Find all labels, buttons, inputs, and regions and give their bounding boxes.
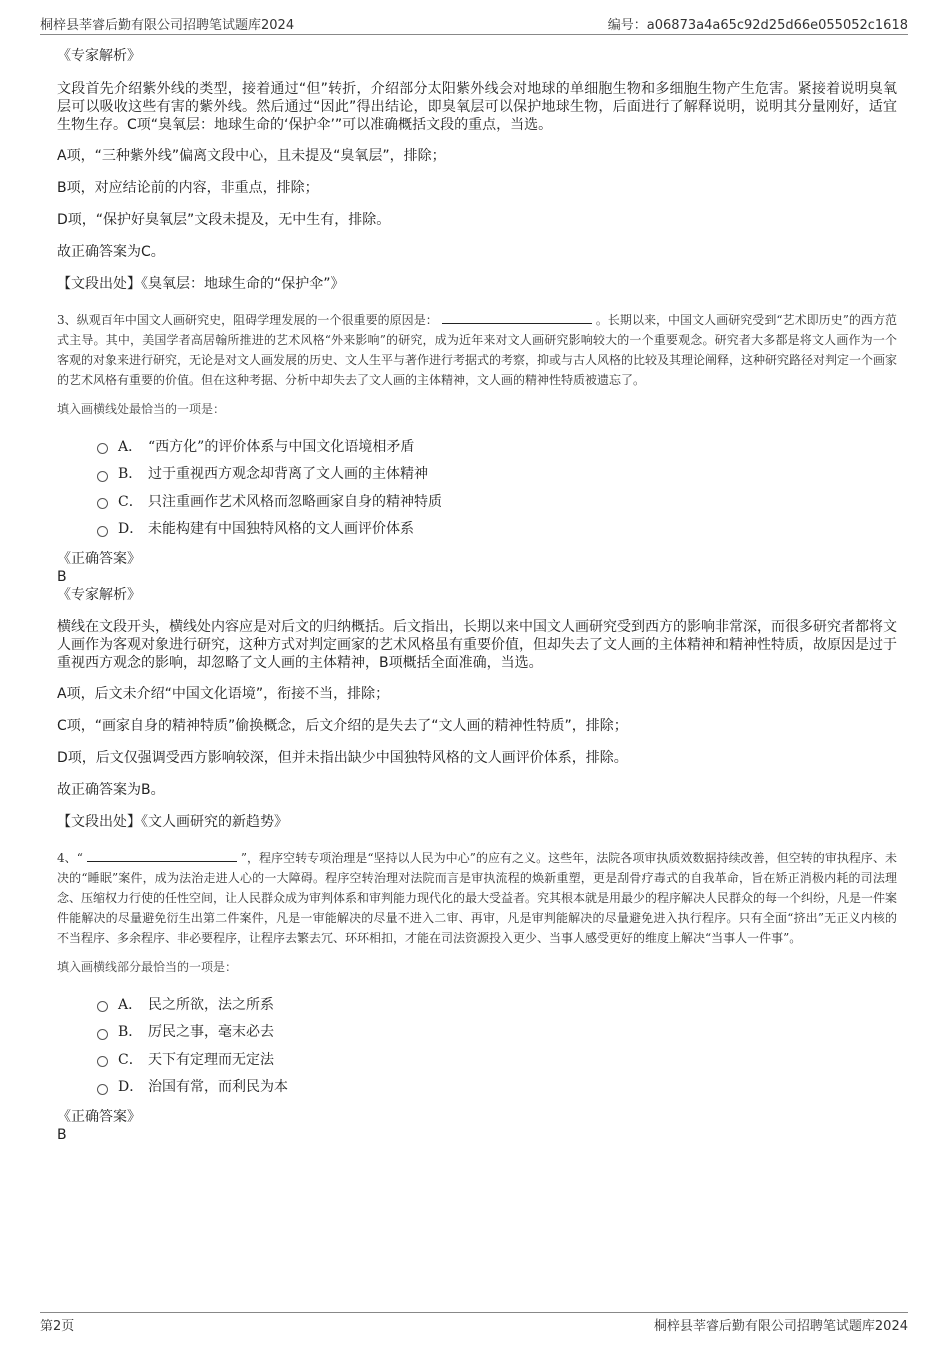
footer-title: 桐梓县莘睿后勤有限公司招聘笔试题库2024 [653,1319,908,1334]
radio-icon[interactable] [97,471,108,482]
q4-option-b[interactable]: B． 厉民之事，毫末必去 [97,1018,897,1046]
q4-option-c[interactable]: C． 天下有定理而无定法 [97,1045,897,1073]
q3-answer: B [57,569,67,585]
radio-icon[interactable] [97,1029,108,1040]
radio-icon[interactable] [97,443,108,454]
footer-page: 第2页 [40,1319,75,1334]
q2-source: 【文段出处】《臭氧层：地球生命的“保护伞”》 [57,276,345,292]
q3-answer-label: 《正确答案》 [57,551,141,567]
q3-analysis: 横线在文段开头，横线处内容应是对后文的归纳概括。后文指出，长期以来中国文人画研究受到西方的影响非常深，而很多研究者都将文人画作为客观对象进行研究，这种方式对判定画家的艺术风格虽有重要价值，但却失去了文人画的主体精神和精神性特质，故原因是过于重视西方观念的影响，却忽略了文人画的主体精神，B项概括全面准确，当选。 [57,619,897,671]
radio-icon[interactable] [97,1084,108,1095]
radio-icon[interactable] [97,1056,108,1067]
q3-prompt: 填入画横线处最恰当的一项是： [57,402,226,416]
q4-answer: B [57,1127,67,1143]
q3-stem-pre: 3、纵观百年中国文人画研究史，阻碍学理发展的一个很重要的原因是： [57,313,438,327]
page-footer [40,1312,908,1335]
header-title: 桐梓县莘睿后勤有限公司招聘笔试题库2024 [40,18,295,33]
q2-line-b: B项，对应结论前的内容，非重点，排除； [57,180,319,196]
q4-prompt: 填入画横线部分最恰当的一项是： [57,960,238,974]
q2-analysis: 文段首先介绍紫外线的类型，接着通过“但”转折，介绍部分太阳紫外线会对地球的单细胞生物和多细胞生物产生危害。紧接着说明臭氧层可以吸收这些有害的紫外线。然后通过“因此”得出结论，即臭氧层可以保护地球生物，后面进行了解释说明，说明其分量刚好，适宜生物生存。C项“臭氧层：地球生命的‘保护伞’”可以准确概括文段的重点，当选。 [57,81,897,133]
q3-conclusion: 故正确答案为B。 [57,782,165,798]
q3-blank [442,311,592,324]
radio-icon[interactable] [97,1001,108,1012]
q4-stem-pre: 4、“ [57,851,83,865]
q3-line-c: C项，“画家自身的精神特质”偷换概念，后文介绍的是失去了“文人画的精神性特质”，排除； [57,718,628,734]
q3-line-a: A项，后文未介绍“中国文化语境”，衔接不当，排除； [57,686,390,702]
q3-analysis-label: 《专家解析》 [57,587,141,603]
q3-option-c[interactable]: C． 只注重画作艺术风格而忽略画家自身的精神特质 [97,487,897,515]
radio-icon[interactable] [97,498,108,509]
q4-option-d[interactable]: D． 治国有常，而利民为本 [97,1073,897,1101]
q4-option-a[interactable]: A． 民之所欲，法之所系 [97,990,897,1018]
page-content [57,46,897,1144]
q3-option-b[interactable]: B． 过于重视西方观念却背离了文人画的主体精神 [97,460,897,488]
q3-source: 【文段出处】《文人画研究的新趋势》 [57,814,288,830]
q4-options [97,990,897,1100]
q3-option-d[interactable]: D． 未能构建有中国独特风格的文人画评价体系 [97,515,897,543]
q3-stem [57,310,897,390]
q3-option-a[interactable]: A． “西方化”的评价体系与中国文化语境相矛盾 [97,432,897,460]
q3-options [97,432,897,542]
q4-answer-label: 《正确答案》 [57,1109,141,1125]
q4-stem [57,848,897,948]
q3-stem-post: 。长期以来，中国文人画研究受到“艺术即历史”的西方范式主导。其中，美国学者高居翰所推进的艺术风格“外来影响”的研究，成为近年来对文人画研究影响较大的一个重要观念。研究者大多都是将文人画作为一个客观的对象来进行研究，无论是对文人画发展的历史、文人生平与著作进行考据式的考察，抑或与古人风格的比较及其理论阐释，这种研究路径对判定一个画家的艺术风格有重要的价值。但在这种考据、分析中却失去了文人画的主体精神，文人画的精神性特质被遗忘了。 [57,313,898,387]
q4-blank [87,849,237,862]
q2-line-a: A项，“三种紫外线”偏离文段中心，且未提及“臭氧层”，排除； [57,148,446,164]
q2-line-d: D项，“保护好臭氧层”文段未提及，无中生有，排除。 [57,212,391,228]
q4-stem-post: ”，程序空转专项治理是“坚持以人民为中心”的应有之义。这些年，法院各项审执质效数据持续改善，但空转的审执程序、未决的“睡眠”案件，成为法治走进人心的一大障碍。程序空转治理对法院而言是审执流程的焕新重塑，更是刮骨疗毒式的自我革命，旨在矫正消极内耗的司法理念、压缩权力行使的任性空间，让人民群众成为审判体系和审判能力现代化的最大受益者。究其根本就是用最少的程序解决人民群众的每一个纠纷，凡是一件案件能解决的尽量避免衍生出第二件案件，凡是一审能解决的尽量不进入二审、再审，凡是审判能解决的尽量避免进入执行程序。只有全面“挤出”无正义内核的不当程序、多余程序、非必要程序，让程序去繁去冗、环环相扣，才能在司法资源投入更少、当事人感受更好的维度上解决“当事人一件事”。 [57,851,898,945]
radio-icon[interactable] [97,526,108,537]
page-header [40,14,908,35]
q2-analysis-label: 《专家解析》 [57,48,141,64]
q2-conclusion: 故正确答案为C。 [57,244,165,260]
q3-line-d: D项，后文仅强调受西方影响较深，但并未指出缺少中国独特风格的文人画评价体系，排除。 [57,750,628,766]
header-serial: 编号：a06873a4a65c92d25d66e055052c1618 [607,18,908,33]
